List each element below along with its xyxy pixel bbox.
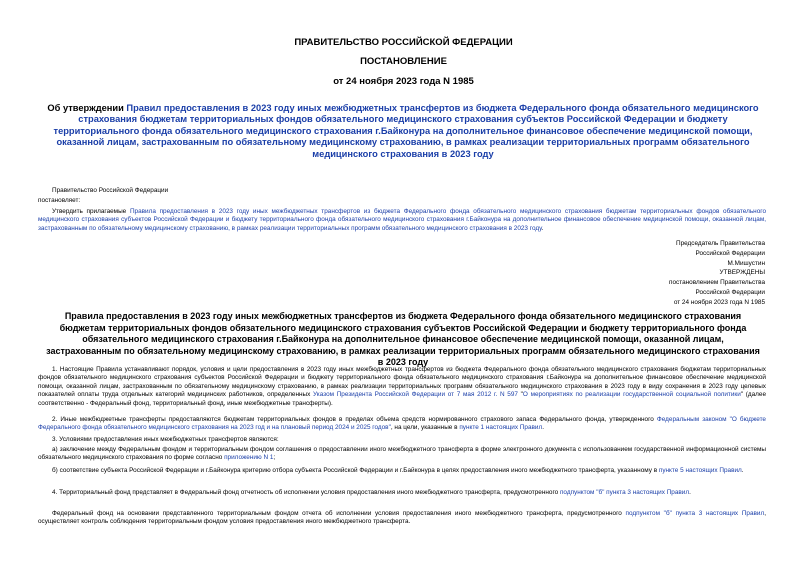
- point-2-law-link[interactable]: Федеральным законом "О бюджете Федерального фонда обязательного медицинского страхования на 2023 год и на плановый период 2024 и 2025 годов": [38, 416, 766, 432]
- rules-point-2: [38, 416, 766, 433]
- rules-point-3b: [38, 467, 766, 475]
- point-2-end: .: [542, 424, 545, 432]
- point-4-subpoint-link[interactable]: подпунктом "б" пункта 3 настоящих Правил: [559, 489, 690, 496]
- point-1-end: " (далее соответственно - Федеральный фонд, территориальный фонд, иные межбюджетные трансферты).: [38, 391, 766, 407]
- point-5-link[interactable]: пункте 5 настоящих Правил: [658, 467, 742, 474]
- approve-suffix: .: [541, 224, 544, 232]
- approval-line-2: постановлением Правительства: [669, 279, 765, 287]
- signature-name: М.Мишустин: [727, 259, 765, 267]
- rules-title: Правила предоставления в 2023 году иных межбюджетных трансфертов из бюджета Федерального фонда обязательного медицинского страхования бюджетам территориальных фондов обязательного медицинского страхования субъектов Российской Федерации и бюджету территориального фонда обязательного медицинского страхования г.Байконура на дополнительное финансовое обеспечение медицинской помощи, оказанной лицам, застрахованным по обязательному медицинскому страхованию, в рамках реализации территориальных программ обязательного медицинского страхования в 2023 году: [46, 311, 760, 368]
- preamble-line-2: постановляет:: [38, 197, 81, 204]
- point-1-decree-link[interactable]: Указом Президента Российской Федерации от 7 мая 2012 г. N 597: [313, 391, 518, 399]
- signature-position-2: Российской Федерации: [695, 249, 765, 257]
- point-5-text: Федеральный фонд на основании представленного территориальным фондом отчета об исполнении условия предоставления иного межбюджетного трансферта, предусмотренного: [52, 510, 626, 517]
- approve-prefix: Утвердить прилагаемые: [52, 208, 130, 215]
- point-5-end: , осуществляет контроль соблюдения территориальным фондом условия предоставления иного межбюджетного трансферта.: [38, 510, 766, 526]
- document-date-number: от 24 ноября 2023 года N 1985: [333, 76, 474, 87]
- point-3a-end: ;: [273, 454, 276, 462]
- title-prefix: Об утверждении: [47, 103, 127, 113]
- point-1-policy-link[interactable]: О мероприятиях по реализации государственной социальной политики: [522, 391, 741, 399]
- rules-point-4: [38, 489, 766, 497]
- point-2-point-1-link[interactable]: пункте 1 настоящих Правил: [459, 424, 543, 432]
- point-4-text: 4. Территориальный фонд представляет в Федеральный фонд отчетность об исполнении условия предоставления иного межбюджетного трансферта, предусмотренного: [52, 489, 560, 496]
- document-type-heading: ПОСТАНОВЛЕНИЕ: [360, 56, 447, 67]
- point-3b-end: .: [741, 467, 744, 474]
- approve-paragraph: [38, 208, 766, 233]
- rules-point-4-control: [38, 510, 766, 527]
- point-3b-text: б) соответствие субъекта Российской Федерации и г.Байконура критерию отбора субъекта Российской Федерации и г.Байконура в целях предоставления иного межбюджетного трансферта, указанному в: [52, 467, 659, 474]
- rules-point-3a: [38, 446, 766, 463]
- rules-point-3: 3. Условиями предоставления иных межбюджетных трансфертов являются:: [52, 436, 279, 443]
- point-2-text: 2. Иные межбюджетные трансферты предоставляются бюджетам территориальных фондов в пределах объема средств нормированного страхового запаса Федерального фонда, утвержденного: [52, 416, 657, 423]
- signature-position-1: Председатель Правительства: [676, 240, 765, 247]
- point-1-quote: ": [517, 391, 523, 399]
- point-1-text: 1. Настоящие Правила устанавливают порядок, условия и цели предоставления в 2023 году иных межбюджетных трансфертов из бюджета Федерального фонда обязательного медицинского страхования бюджетам территориальных фондов обязательного медицинского страхования субъектов Российской Федерации и бюджету территориального фонда обязательного медицинского страхования г.Байконура на дополнительное финансовое обеспечение медицинской помощи, оказанной лицам, застрахованным по обязательному медицинскому страхованию, в рамках реализации территориальных программ обязательного медицинского страхования в 2023 году в виду сохранения в 2023 году целевых показателей оплаты труда отдельных категорий медицинских работников, определенных: [38, 366, 766, 399]
- point-3a-text: а) заключение между Федеральным фондом и территориальным фондом соглашения о предоставлении иного межбюджетного трансферта в форме электронного документа с использованием государственной информационной системы обязательного медицинского страхования по форме согласно: [38, 446, 766, 462]
- approve-rules-link[interactable]: Правила предоставления в 2023 году иных межбюджетных трансфертов из бюджета Федерального фонда обязательного медицинского страхования бюджетам территориальных фондов обязательного медицинского страхования субъектов Российской Федерации и бюджету территориального фонда обязательного медицинского страхования г.Байконура на дополнительное финансовое обеспечение медицинской помощи, оказанной лицам, застрахованным по обязательному медицинскому страхованию, в рамках реализации территориальных программ обязательного медицинского страхования в 2023 году: [38, 208, 766, 232]
- approval-line-4: от 24 ноября 2023 года N 1985: [673, 298, 765, 306]
- point-2-mid: , на цели, указанные в: [390, 424, 460, 432]
- appendix-1-link[interactable]: приложению N 1: [224, 454, 274, 462]
- approval-line-3: Российской Федерации: [695, 288, 765, 296]
- preamble-line-1: Правительство Российской Федерации: [52, 187, 169, 194]
- government-heading: ПРАВИТЕЛЬСТВО РОССИЙСКОЙ ФЕДЕРАЦИИ: [294, 37, 513, 48]
- signature-block: [669, 239, 765, 308]
- approval-line-1: УТВЕРЖДЕНЫ: [719, 269, 765, 277]
- point-4-end: .: [689, 489, 691, 496]
- title-rules-link[interactable]: Правил предоставления в 2023 году иных межбюджетных трансфертов из бюджета Федерального фонда обязательного медицинского страхования бюджетам территориальных фондов обязательного медицинского страхования субъектов Российской Федерации и бюджету территориального фонда обязательного медицинского страхования г.Байконура на дополнительное финансовое обеспечение медицинской помощи, оказанной лицам, застрахованным по обязательному медицинскому страхованию, в рамках реализации территориальных программ обязательного медицинского страхования в 2023 году: [53, 103, 759, 159]
- rules-point-1: [38, 366, 766, 408]
- document-title: [44, 103, 762, 160]
- point-5-subpoint-link[interactable]: подпунктом "б" пункта 3 настоящих Правил: [625, 510, 765, 517]
